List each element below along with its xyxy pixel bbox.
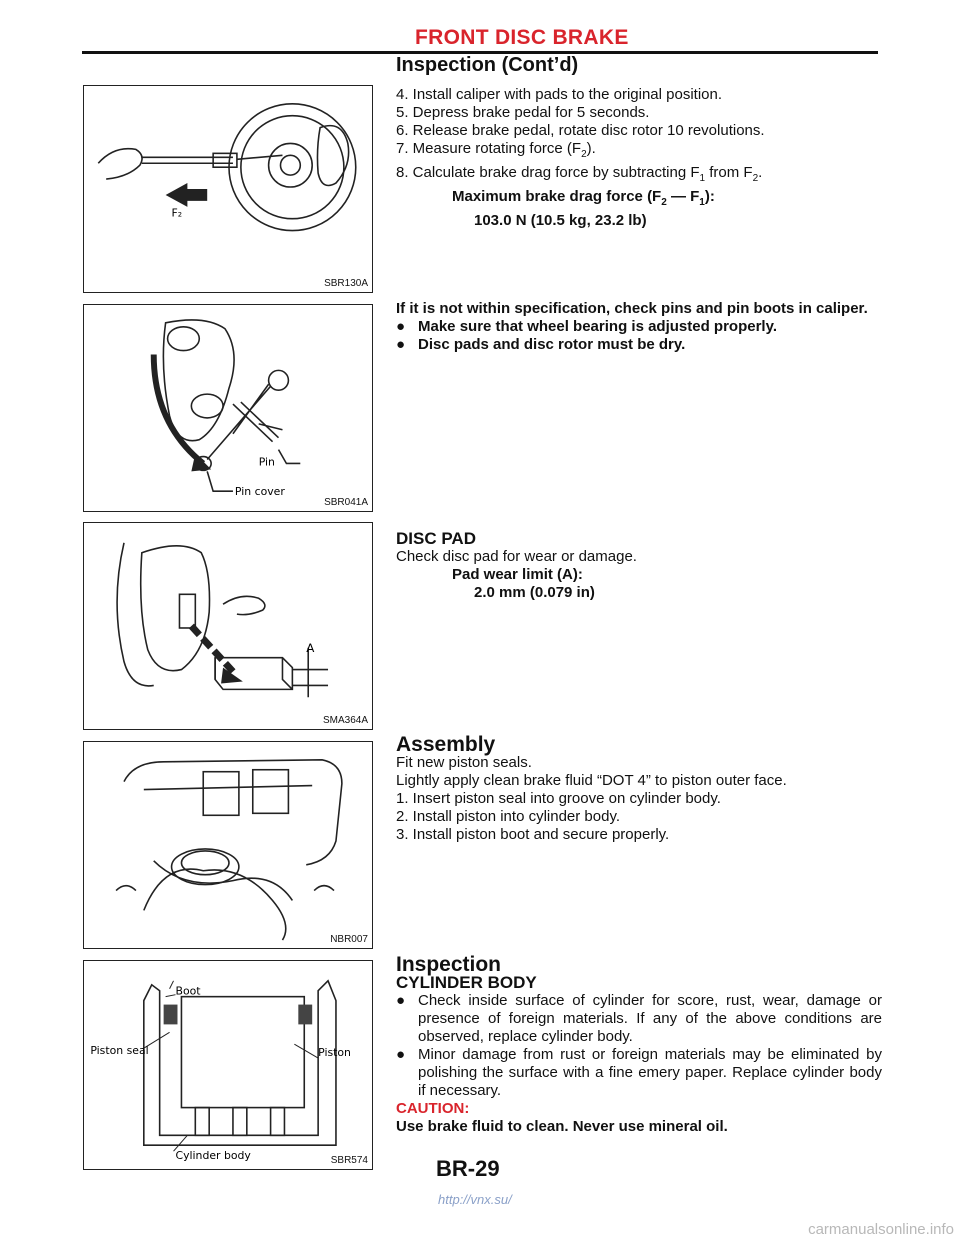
drag-force-illustration: [84, 86, 372, 292]
pad-wear-spec: Pad wear limit (A):: [452, 566, 583, 583]
figure-disc-pad: [83, 522, 373, 730]
assembly-step-1: 1. Insert piston seal into groove on cylinder body.: [396, 790, 721, 807]
figure-drag-force: [83, 85, 373, 293]
inspection-section: [396, 953, 882, 1136]
max-drag-spec: Maximum brake drag force ($F_2$ — $F_1$):: [452, 188, 715, 208]
pin-label: Pin: [258, 455, 275, 469]
step-8: 8. Calculate brake drag force by subtracting $F_1$ from $F_2$.: [396, 164, 763, 184]
caution-label: CAUTION:: [396, 1100, 470, 1117]
page-number: BR-29: [436, 1156, 500, 1181]
step-5: 5. Depress brake pedal for 5 seconds.: [396, 104, 650, 121]
bullet-wheel-bearing: ● Make sure that wheel bearing is adjusted properly.: [396, 318, 777, 335]
section-title: FRONT DISC BRAKE: [415, 26, 629, 49]
assembly-illustration: [84, 742, 372, 948]
watermark: carmanualsonline.info: [808, 1221, 954, 1238]
figure-id: SBR130A: [324, 278, 368, 289]
piston-seal-label: Piston seal: [90, 1044, 149, 1058]
step-7: 7. Measure rotating force $(F_2)$.: [396, 140, 596, 160]
max-drag-value: 103.0 N (10.5 kg, 23.2 lb): [474, 212, 647, 229]
bullet-minor-damage: ● Minor damage from rust or foreign materials may be eliminated by polishing the surface with a fine emery paper. Replace cylinder body if necessary.: [396, 1046, 882, 1099]
step-6: 6. Release brake pedal, rotate disc rotor 10 revolutions.: [396, 122, 765, 139]
figure-id: NBR007: [330, 934, 368, 945]
figure-id: SMA364A: [322, 715, 368, 726]
figure-cylinder-body: [83, 960, 373, 1170]
dimension-label: A: [306, 640, 315, 655]
pin-check-notes: [396, 300, 882, 354]
disc-pad-illustration: [84, 523, 372, 729]
figure-id: SBR041A: [324, 497, 368, 508]
step-4: 4. Install caliper with pads to the original position.: [396, 86, 723, 103]
caution-text: Use brake fluid to clean. Never use mineral oil.: [396, 1118, 728, 1135]
pin-check-intro: If it is not within specification, check pins and pin boots in caliper.: [396, 300, 868, 317]
caliper-pins-illustration: [84, 305, 372, 511]
disc-pad-heading: DISC PAD: [396, 529, 476, 548]
force-label: F₂: [171, 206, 183, 220]
bullet-dry-pads: ● Disc pads and disc rotor must be dry.: [396, 336, 686, 353]
cylinder-section-illustration: [84, 961, 372, 1169]
assembly-heading: Assembly: [396, 733, 496, 756]
assembly-step-3: 3. Install piston boot and secure properly.: [396, 826, 670, 843]
cylinder-body-label: Cylinder body: [175, 1149, 251, 1163]
assembly-step-2: 2. Install piston into cylinder body.: [396, 808, 621, 825]
piston-label: Piston: [318, 1046, 351, 1060]
drag-force-steps: [396, 86, 882, 230]
assembly-line-2: Lightly apply clean brake fluid “DOT 4” to piston outer face.: [396, 772, 787, 789]
bullet-cylinder-check: ● Check inside surface of cylinder for score, rust, wear, damage or presence of foreign materials. If any of the above conditions are observed, replace cylinder body.: [396, 992, 882, 1045]
disc-pad-section: [396, 530, 882, 602]
pin-cover-label: Pin cover: [234, 485, 285, 499]
inspection-heading: Inspection: [396, 953, 502, 976]
boot-label: Boot: [175, 984, 201, 998]
figure-id: SBR574: [330, 1155, 368, 1166]
cylinder-body-heading: CYLINDER BODY: [396, 973, 537, 992]
disc-pad-check: Check disc pad for wear or damage.: [396, 548, 637, 565]
assembly-line-1: Fit new piston seals.: [396, 754, 532, 771]
figure-pins: [83, 304, 373, 512]
pad-wear-value: 2.0 mm (0.079 in): [474, 584, 595, 601]
footer-link[interactable]: http://vnx.su/: [438, 1192, 512, 1207]
assembly-section: [396, 733, 882, 844]
page-subtitle: Inspection (Cont’d): [396, 54, 579, 76]
figure-assembly: [83, 741, 373, 949]
